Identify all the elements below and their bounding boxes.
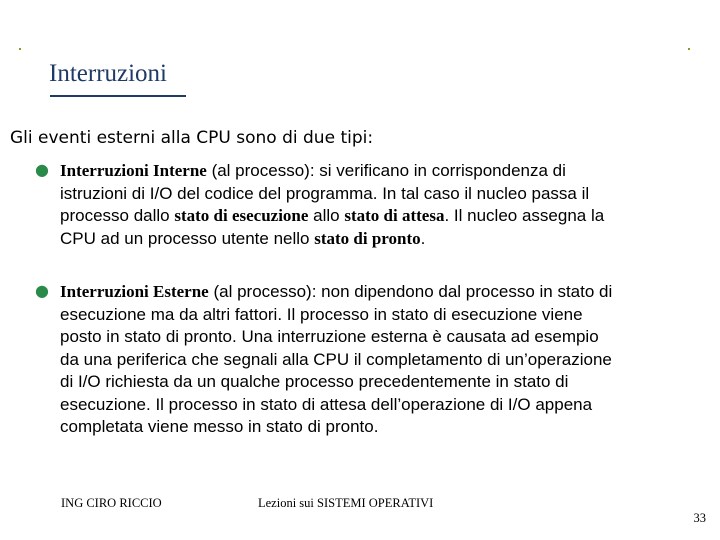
bullet-icon: ● [35, 281, 49, 300]
title-underline [50, 95, 186, 97]
page-number: 33 [693, 511, 706, 525]
slide-title: Interruzioni [49, 60, 168, 87]
intro-text: Gli eventi esterni alla CPU sono di due tipi: [10, 128, 374, 148]
corner-dot-right [688, 48, 690, 50]
footer-course: Lezioni sui SISTEMI OPERATIVI [258, 496, 434, 510]
corner-dot-left [19, 48, 21, 50]
bullet-icon: ● [35, 160, 49, 179]
term-external-interrupts: Interruzioni Esterne [60, 282, 209, 301]
bullet-paragraph-external: Interruzioni Esterne (al processo): non dipendono dal processo in stato di esecuzione ma da altri fattori. Il processo in stato di esecuzione viene posto in stato di pronto. Una interruzione esterna è causata ad esempio da una periferica che segnali alla CPU il completamento di un’operazione di I/O richiesta da un qualche processo precedentemente in stato di esecuzione. Il processo in stato di attesa dell’operazione di I/O appena completata viene messo in stato di pronto. [60, 282, 613, 436]
bullet-paragraph-internal: Interruzioni Interne (al processo): si verificano in corrispondenza di istruzioni di I/O del codice del programma. In tal caso il nucleo passa il processo dallo stato di esecuzione allo stato di attesa. Il nucleo assegna la CPU ad un processo utente nello stato di pronto. [60, 161, 605, 248]
footer-author: ING CIRO RICCIO [61, 496, 162, 510]
term-internal-interrupts: Interruzioni Interne [60, 161, 207, 180]
